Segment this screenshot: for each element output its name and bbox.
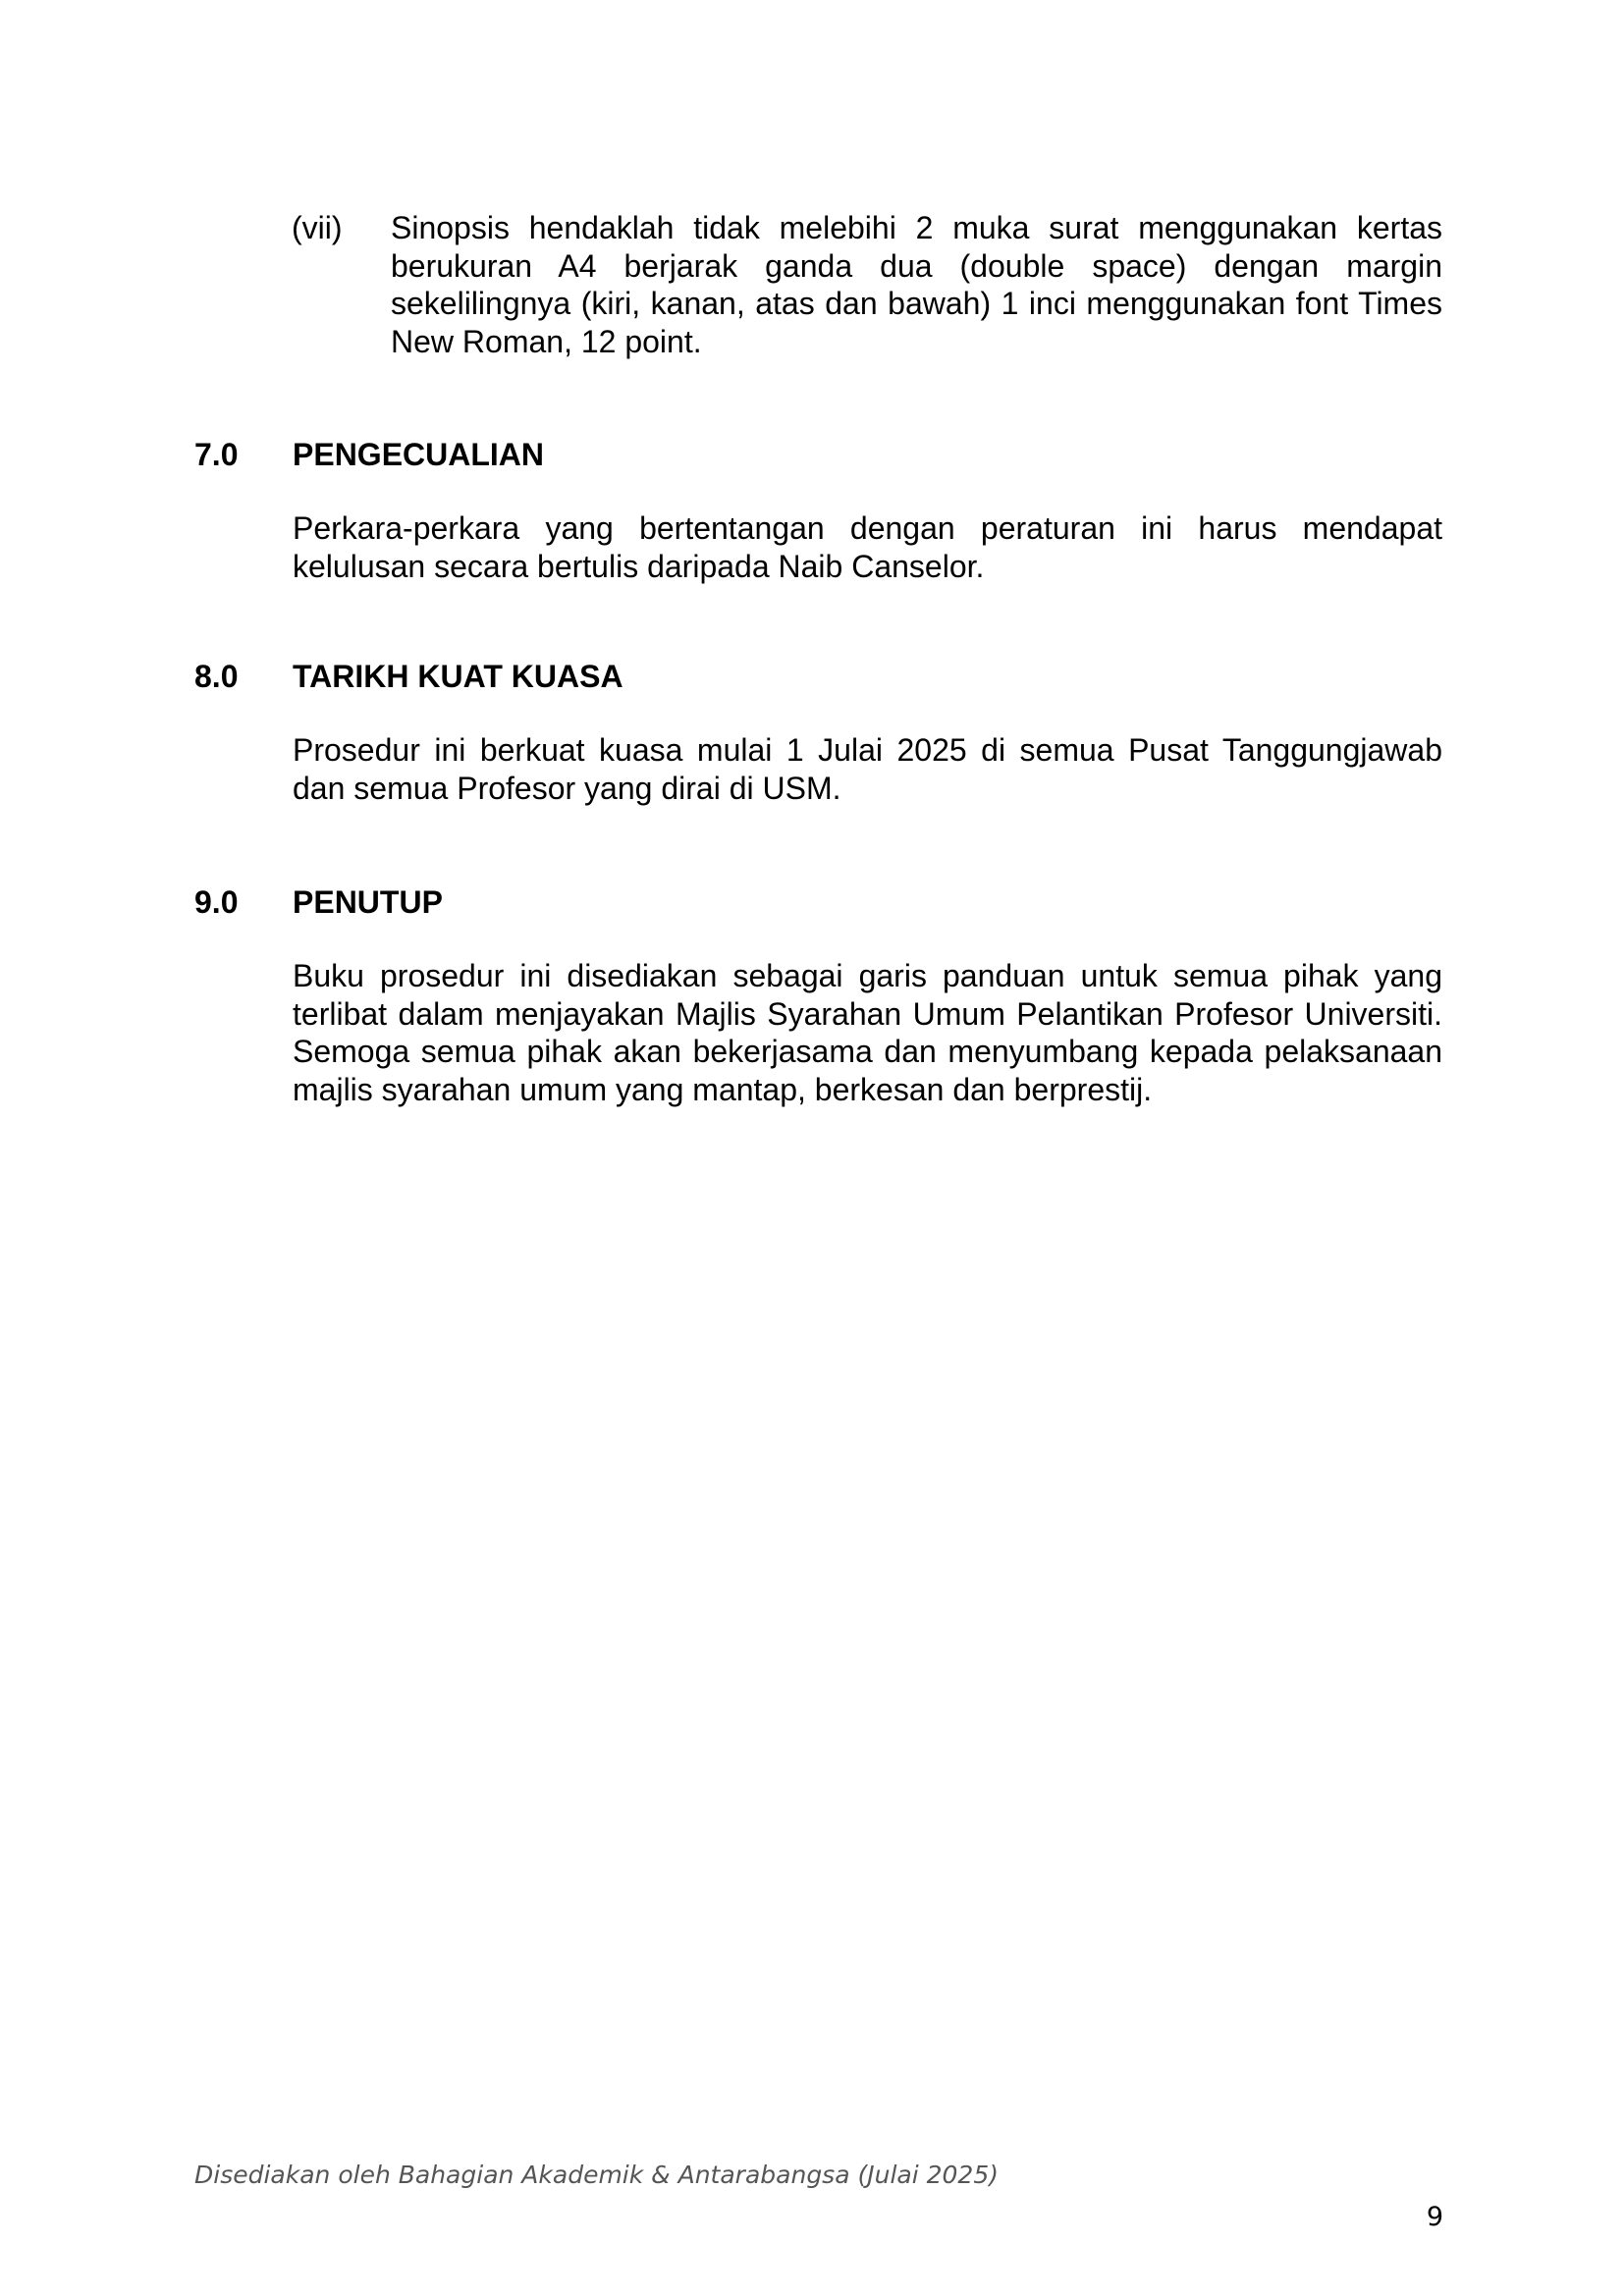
section-heading	[194, 436, 1442, 475]
section-number: 8.0	[194, 659, 239, 694]
section-number: 9.0	[194, 884, 239, 920]
page-number: 9	[1426, 2202, 1443, 2232]
section-7-pengecualian	[194, 436, 1442, 585]
list-item-text: Sinopsis hendaklah tidak melebihi 2 muka surat menggunakan kertas berukuran A4 berjarak ganda dua (double space) dengan margin sekelilingnya (kiri, kanan, atas dan bawah) 1 inci menggunakan font Times New Roman, 12 point.	[391, 210, 1442, 359]
section-8-tarikh-kuat-kuasa	[194, 658, 1442, 807]
section-title: TARIKH KUAT KUASA	[293, 659, 623, 694]
section-9-penutup	[194, 883, 1442, 1108]
list-item-vii	[292, 209, 1442, 360]
section-body: Perkara-perkara yang bertentangan dengan peraturan ini harus mendapat kelulusan secara bertulis daripada Naib Canselor.	[293, 510, 1442, 584]
section-title: PENGECUALIAN	[293, 437, 545, 472]
section-body: Buku prosedur ini disediakan sebagai garis panduan untuk semua pihak yang terlibat dalam menjayakan Majlis Syarahan Umum Pelantikan Profesor Universiti. Semoga semua pihak akan bekerjasama dan menyumbang kepada pelaksanaan majlis syarahan umum yang mantap, berkesan dan berprestij.	[293, 958, 1442, 1107]
section-heading	[194, 658, 1442, 697]
section-number: 7.0	[194, 437, 239, 472]
section-heading	[194, 883, 1442, 923]
footer-text: Disediakan oleh Bahagian Akademik & Antarabangsa (Julai 2025)	[194, 2161, 999, 2189]
list-marker: (vii)	[292, 210, 343, 245]
section-body: Prosedur ini berkuat kuasa mulai 1 Julai 2025 di semua Pusat Tanggungjawab dan semua Profesor yang dirai di USM.	[293, 732, 1442, 806]
section-title: PENUTUP	[293, 884, 443, 920]
